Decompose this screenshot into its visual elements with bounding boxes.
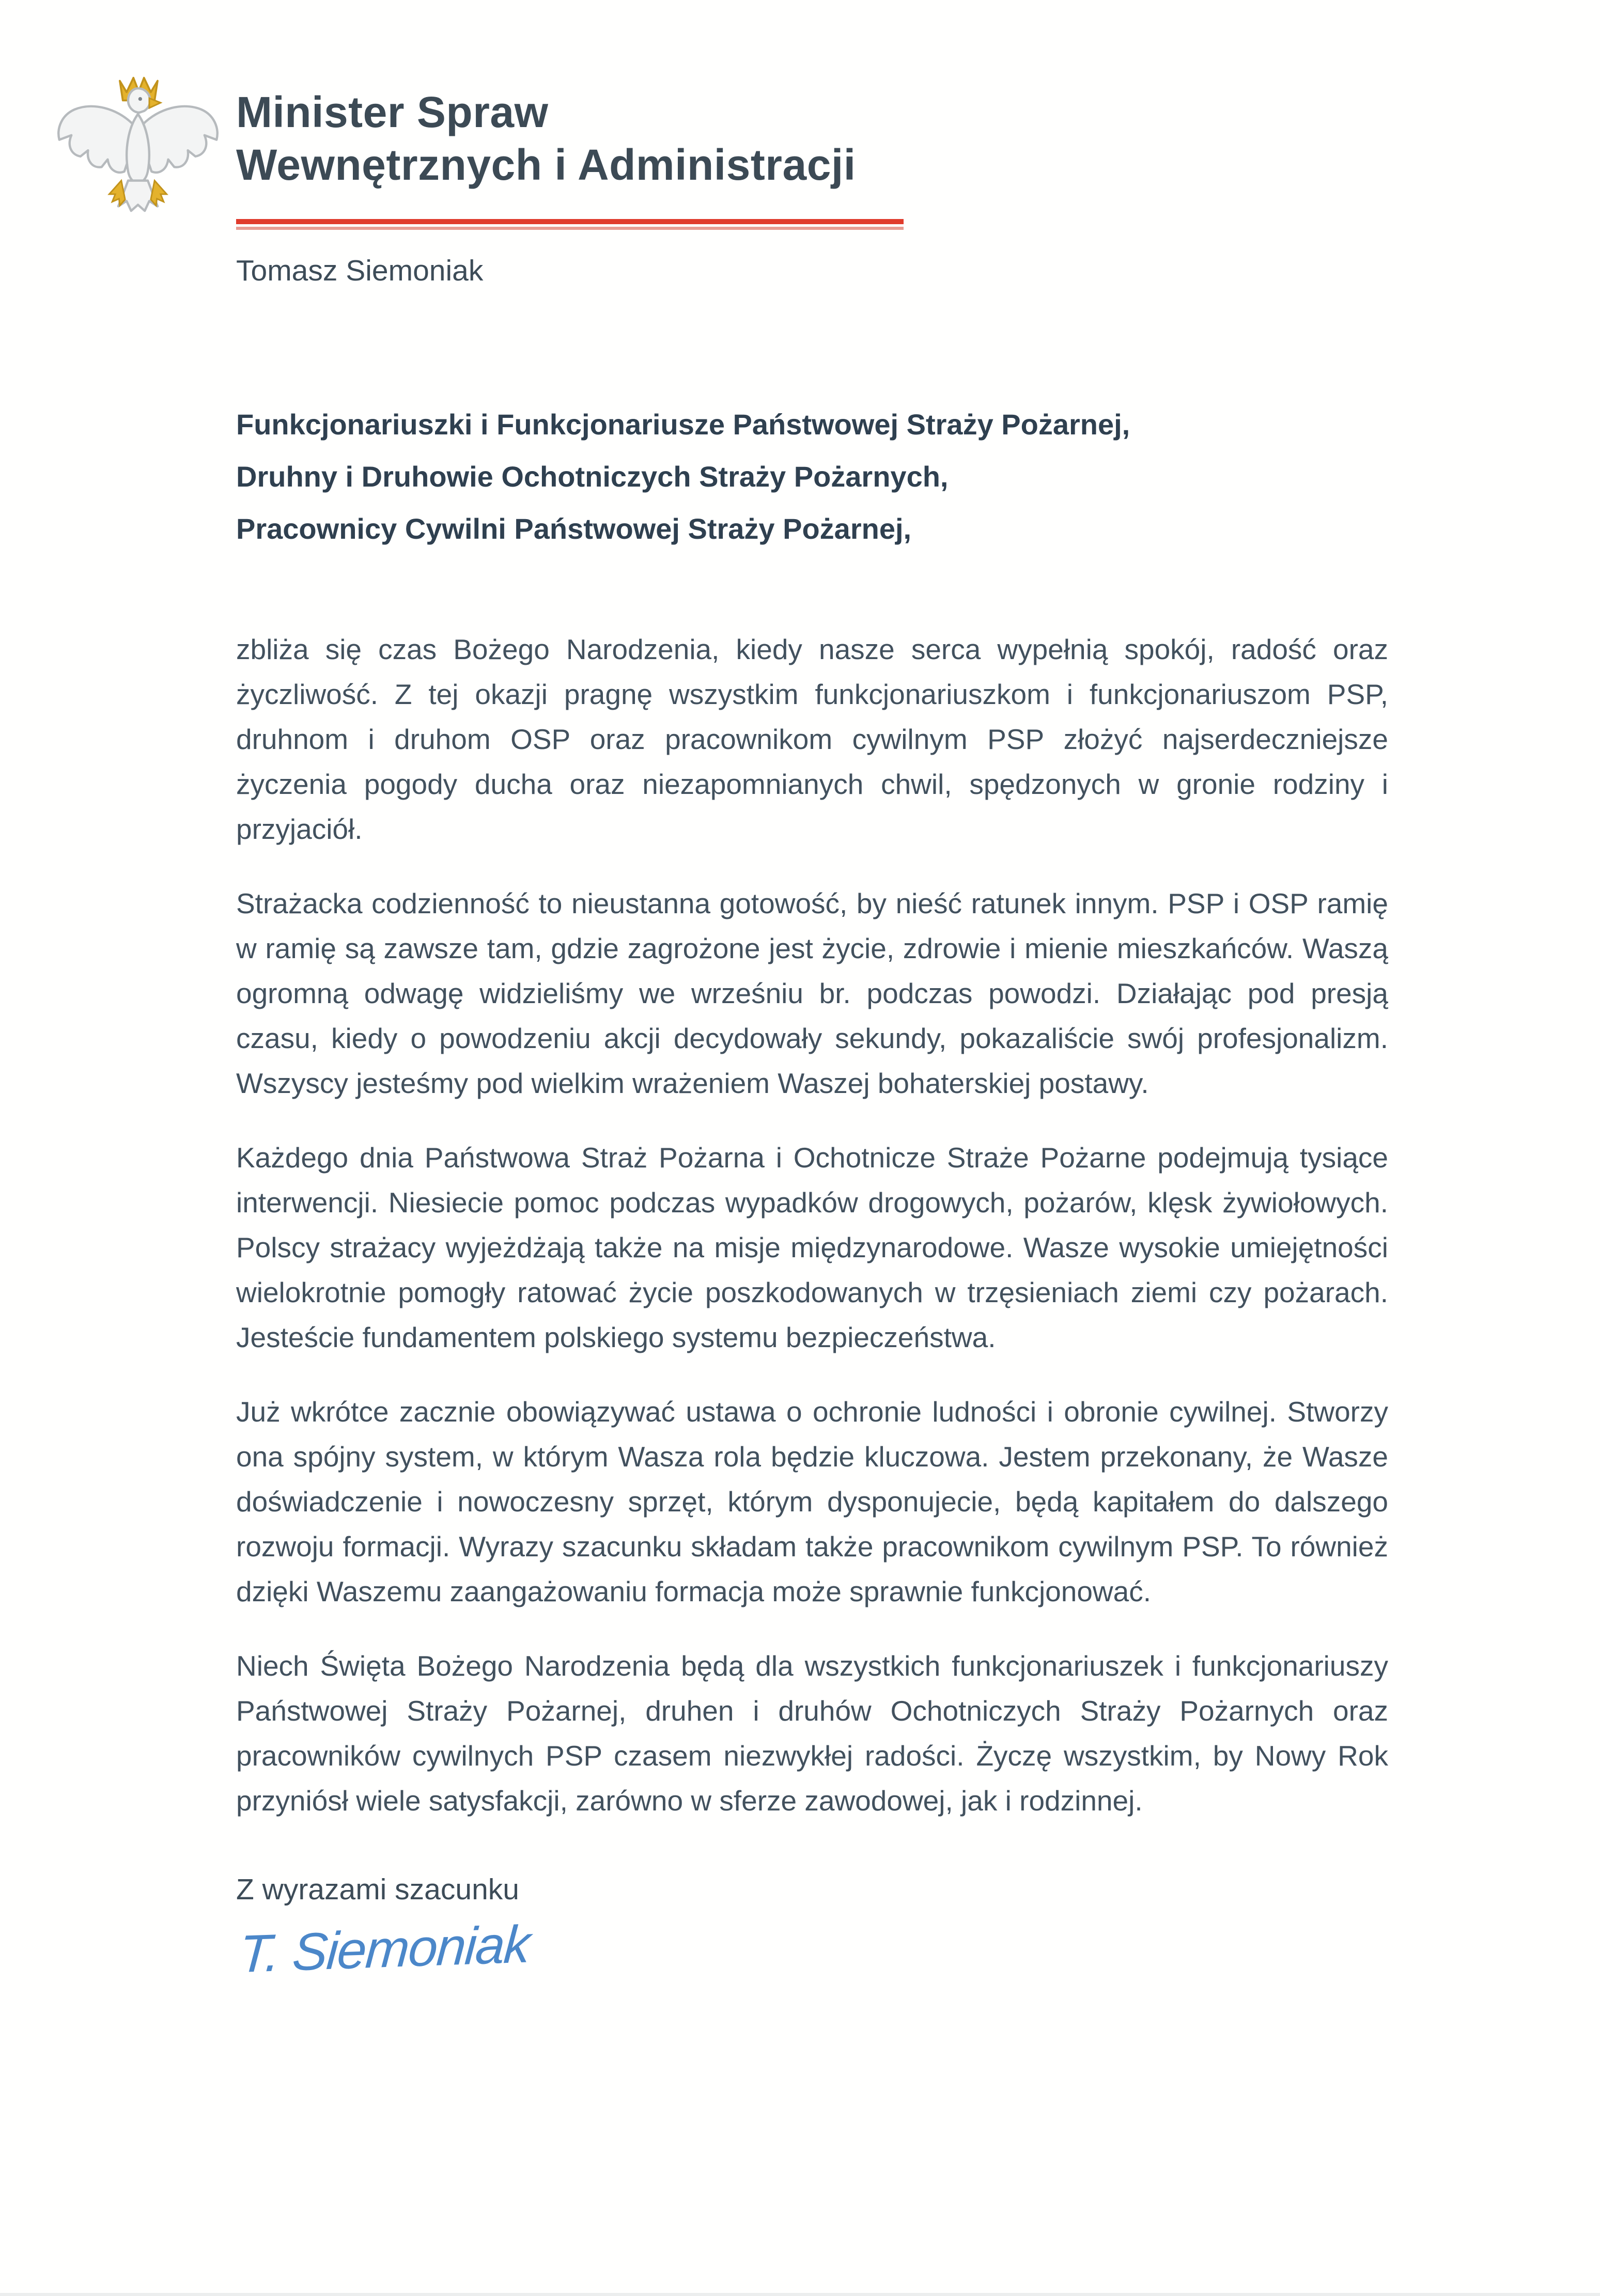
letterhead [236,86,1388,288]
paragraph-1: zbliża się czas Bożego Narodzenia, kiedy nasze serca wypełnią spokój, radość oraz życzliwość. Z tej okazji pragnę wszystkim funkcjonariuszkom i funkcjonariuszom PSP, druhnom i druhom OSP oraz pracownikom cywilnym PSP złożyć najserdeczniejsze życzenia pogody ducha oraz niezapomnianych chwil, spędzonych w gronie rodziny i przyjaciół. [236,633,1388,845]
valediction: Z wyrazami szacunku [236,1873,519,1906]
letter-body [236,627,1388,1823]
letter-closing [236,1872,1388,1985]
polish-eagle-emblem [55,60,221,244]
sender-name: Tomasz Siemoniak [236,254,484,287]
salutation-line-1: Funkcjonariuszki i Funkcjonariusze Państwowej Straży Pożarnej, [236,408,1130,441]
salutation-line-2: Druhny i Druhowie Ochotniczych Straży Pożarnych, [236,460,949,493]
eagle-icon [55,60,221,244]
letterhead-rule [236,219,904,230]
ministry-title-line2: Wewnętrznych i Administracji [236,140,856,189]
salutation [236,398,1388,555]
paragraph-4: Już wkrótce zacznie obowiązywać ustawa o ochronie ludności i obronie cywilnej. Stworzy ona spójny system, w którym Wasza rola będzie kluczowa. Jestem przekonany, że Wasze doświadczenie i nowoczesny sprzęt, którym dysponujecie, będą kapitałem do dalszego rozwoju formacji. Wyrazy szacunku składam także pracownikom cywilnym PSP. To również dzięki Waszemu zaangażowaniu formacja może sprawnie funkcjonować. [236,1396,1388,1607]
rule-red-bar [236,219,904,224]
ministry-title [236,86,1388,191]
paragraph-2: Strażacka codzienność to nieustanna gotowość, by nieść ratunek innym. PSP i OSP ramię w ramię są zawsze tam, gdzie zagrożone jest życie, zdrowie i mienie mieszkańców. Waszą ogromną odwagę widzieliśmy we wrześniu br. podczas powodzi. Działając pod presją czasu, kiedy o powodzeniu akcji decydowały sekundy, pokazaliście swój profesjonalizm. Wszyscy jesteśmy pod wielkim wrażeniem Waszej bohaterskiej postawy. [236,887,1388,1099]
rule-light-bar [236,227,904,230]
ministry-title-line1: Minister Spraw [236,88,549,136]
salutation-line-3: Pracownicy Cywilni Państwowej Straży Pożarnej, [236,512,912,545]
paragraph-3: Każdego dnia Państwowa Straż Pożarna i Ochotnicze Straże Pożarne podejmują tysiące interwencji. Niesiecie pomoc podczas wypadków drogowych, pożarów, klęsk żywiołowych. Polscy strażacy wyjeżdżają także na misje międzynarodowe. Wasze wysokie umiejętności wielokrotnie pomogły ratować życie poszkodowanych w trzęsieniach ziemi czy pożarach. Jesteście fundamentem polskiego systemu bezpieczeństwa. [236,1142,1388,1353]
paragraph-5: Niech Święta Bożego Narodzenia będą dla wszystkich funkcjonariuszek i funkcjonariuszy Państwowej Straży Pożarnej, druhen i druhów Ochotniczych Straży Pożarnych oraz pracowników cywilnych PSP czasem niezwykłej radości. Życzę wszystkim, by Nowy Rok przyniósł wiele satysfakcji, zarówno w sferze zawodowej, jak i rodzinnej. [236,1650,1388,1817]
signature-handwritten: T. Siemoniak [237,1914,532,1984]
